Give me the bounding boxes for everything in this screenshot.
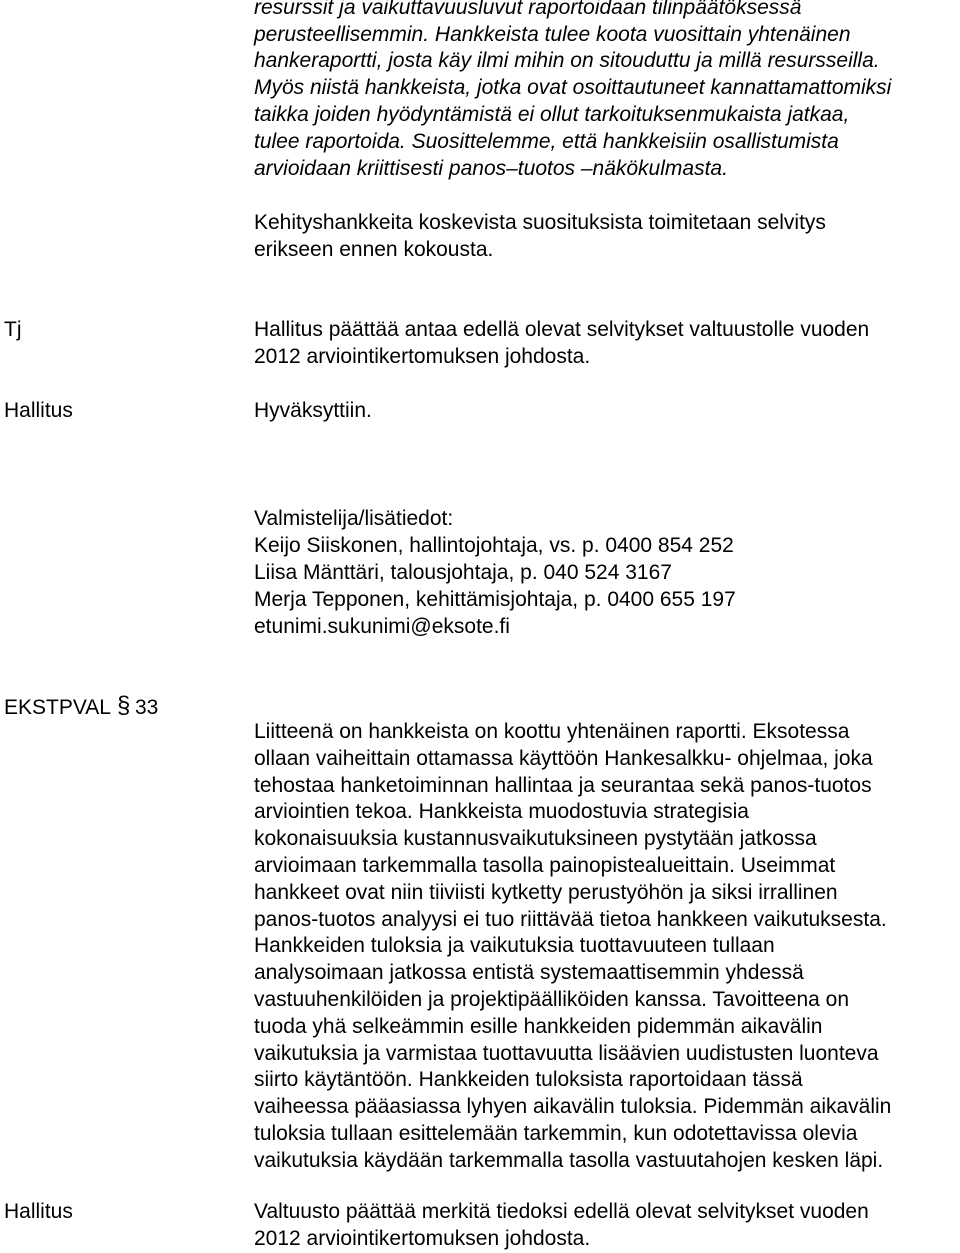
section-number: 33	[135, 696, 159, 719]
development-note-line: Kehityshankkeita koskevista suosituksista toimitetaan selvitys	[254, 211, 826, 234]
section-heading	[4, 692, 158, 721]
intro-line: hankeraportti, josta käy ilmi mihin on sitouduttu ja millä resursseilla.	[254, 49, 880, 72]
contact-heading: Valmistelija/lisätiedot:	[254, 507, 454, 530]
intro-line: tulee raportoida. Suosittelemme, että hankkeisiin osallistumista	[254, 130, 839, 153]
body-line: panos-tuotos analyysi ei tuo riittävää tietoa hankkeen vaikutuksesta.	[254, 908, 887, 931]
tj-proposal-line: Hallitus päättää antaa edellä olevat selvitykset valtuustolle vuoden	[254, 318, 870, 341]
hallitus-label: Hallitus	[4, 1200, 73, 1223]
svg-text:§: §	[117, 692, 131, 718]
hallitus-decision-line: Valtuusto päättää merkitä tiedoksi edellä olevat selvitykset vuoden	[254, 1200, 869, 1223]
body-line: vaiheessa pääasiassa lyhyen aikavälin tuloksia. Pidemmän aikavälin	[254, 1095, 892, 1118]
body-line: vaikutuksia ja varmistaa tuottavuutta lisäävien uudistusten luonteva	[254, 1042, 879, 1065]
body-line: vastuuhenkilöiden ja projektipäälliköiden kanssa. Tavoitteena on	[254, 988, 850, 1011]
tj-label: Tj	[4, 318, 22, 341]
body-line: Hankkeiden tuloksia ja vaikutuksia tuottavuuteen tullaan	[254, 934, 775, 957]
body-line: tehostaa hanketoiminnan hallintaa ja seurantaa sekä panos-tuotos	[254, 774, 872, 797]
intro-line: resurssit ja vaikuttavuusluvut raportoidaan tilinpäätöksessä	[254, 0, 802, 19]
body-line: siirto käytäntöön. Hankkeiden tuloksista raportoidaan tässä	[254, 1068, 803, 1091]
body-line: kokonaisuuksia kustannusvaikutuksineen pystytään jatkossa	[254, 827, 817, 850]
intro-line: arvioidaan kriittisesti panos–tuotos –näkökulmasta.	[254, 157, 728, 180]
section-prefix: EKSTPVAL	[4, 696, 111, 719]
body-line: arviointien tekoa. Hankkeista muodostuvia strategisia	[254, 800, 749, 823]
body-line: ollaan vaiheittain ottamassa käyttöön Hankesalkku- ohjelmaa, joka	[254, 747, 873, 770]
body-line: tuloksia tullaan esittelemään tarkemmin, kun odotettavissa olevia	[254, 1122, 858, 1145]
contact-line: Keijo Siiskonen, hallintojohtaja, vs. p. 0400 854 252	[254, 534, 734, 557]
contact-line: Liisa Mänttäri, talousjohtaja, p. 040 524 3167	[254, 561, 672, 584]
contact-line: Merja Tepponen, kehittämisjohtaja, p. 0400 655 197	[254, 588, 736, 611]
body-line: vaikutuksia käydään tarkemmalla tasolla vastuutahojen kesken läpi.	[254, 1149, 884, 1172]
body-line: analysoimaan jatkossa entistä systemaattisemmin yhdessä	[254, 961, 804, 984]
section-sign-icon	[117, 692, 131, 718]
intro-line: taikka joiden hyödyntämistä ei ollut tarkoituksenmukaista jatkaa,	[254, 103, 850, 126]
development-note-line: erikseen ennen kokousta.	[254, 238, 494, 261]
body-line: arvioimaan tarkemmalla tasolla painopistealueittain. Useimmat	[254, 854, 836, 877]
hallitus-label: Hallitus	[4, 399, 73, 422]
contact-email: etunimi.sukunimi@eksote.fi	[254, 615, 510, 638]
body-line: tuoda yhä selkeämmin esille hankkeiden pidemmän aikavälin	[254, 1015, 823, 1038]
hallitus-decision: Hyväksyttiin.	[254, 399, 372, 422]
intro-line: Myös niistä hankkeista, jotka ovat osoittautuneet kannattamattomiksi	[254, 76, 892, 99]
intro-line: perusteellisemmin. Hankkeista tulee koota vuosittain yhtenäinen	[254, 23, 851, 46]
body-line: Liitteenä on hankkeista on koottu yhtenäinen raportti. Eksotessa	[254, 720, 850, 743]
hallitus-decision-line: 2012 arviointikertomuksen johdosta.	[254, 1227, 591, 1250]
body-line: hankkeet ovat niin tiiviisti kytketty perustyöhön ja siksi irrallinen	[254, 881, 838, 904]
tj-proposal-line: 2012 arviointikertomuksen johdosta.	[254, 345, 591, 368]
